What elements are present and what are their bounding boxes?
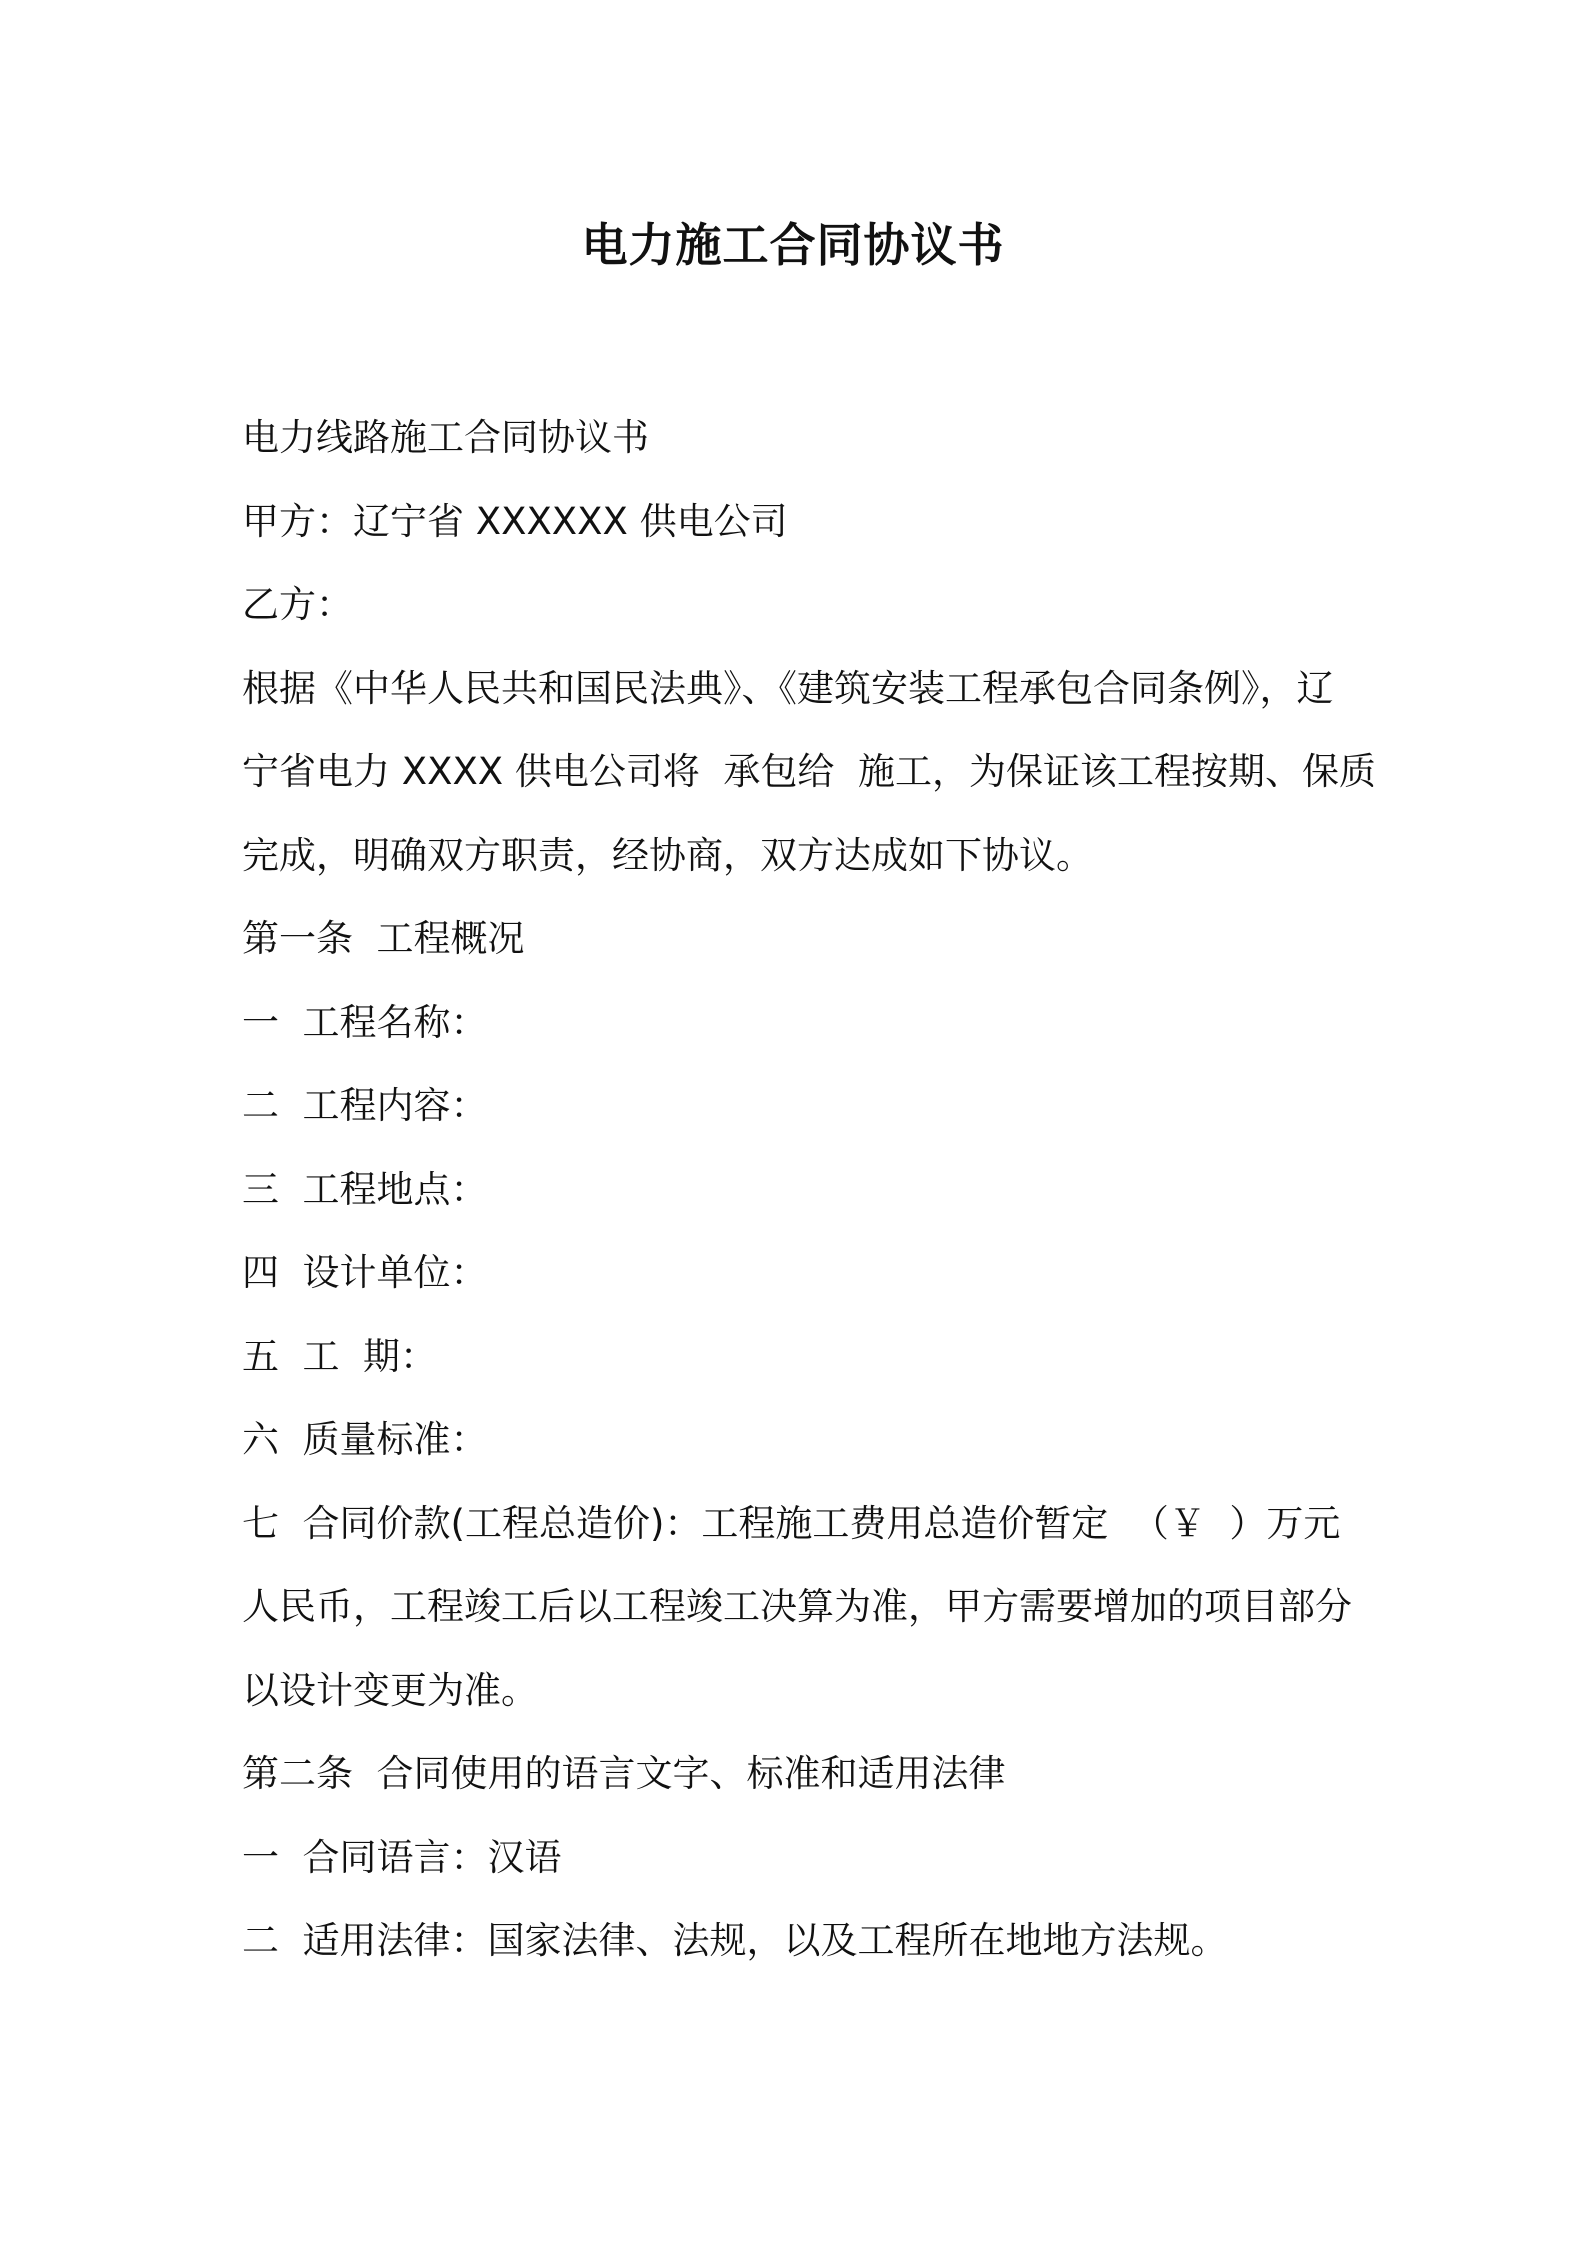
project-location-line: 三 工程地点： <box>242 1167 488 1211</box>
preamble-line-1: 根据《中华人民共和国民法典》、《建筑安装工程承包合同条例》，辽 <box>242 666 1334 710</box>
applicable-law-line: 二 适用法律：国家法律、法规，以及工程所在地地方法规。 <box>242 1919 1228 1962</box>
article-1-heading: 第一条 工程概况 <box>242 917 525 960</box>
contract-price-line-3: 以设计变更为准。 <box>242 1668 538 1712</box>
contract-language-line: 一 合同语言：汉语 <box>242 1835 562 1879</box>
article-2-heading: 第二条 合同使用的语言文字、标准和适用法律 <box>242 1752 1006 1795</box>
document-title: 电力施工合同协议书 <box>581 218 1005 272</box>
subtitle-line: 电力线路施工合同协议书 <box>242 416 649 459</box>
contract-price-line-1: 七 合同价款(工程总造价)：工程施工费用总造价暂定 （￥ ）万元 <box>242 1501 1341 1545</box>
project-name-line: 一 工程名称： <box>242 1000 488 1044</box>
quality-standard-line: 六 质量标准： <box>242 1418 488 1461</box>
preamble-line-3: 完成，明确双方职责，经协商，双方达成如下协议。 <box>242 833 1093 877</box>
design-unit-line: 四 设计单位： <box>242 1251 488 1294</box>
project-content-line: 二 工程内容： <box>242 1084 488 1127</box>
document-body <box>242 396 1376 1983</box>
contract-price-line-2: 人民币，工程竣工后以工程竣工决算为准，甲方需要增加的项目部分 <box>242 1585 1352 1628</box>
party-a-line: 甲方：辽宁省 XXXXXX 供电公司 <box>242 499 788 543</box>
preamble-line-2: 宁省电力 XXXX 供电公司将 承包给 施工，为保证该工程按期、保质 <box>242 750 1376 793</box>
construction-period-line: 五 工 期： <box>242 1334 438 1378</box>
party-b-line: 乙方： <box>242 583 353 626</box>
